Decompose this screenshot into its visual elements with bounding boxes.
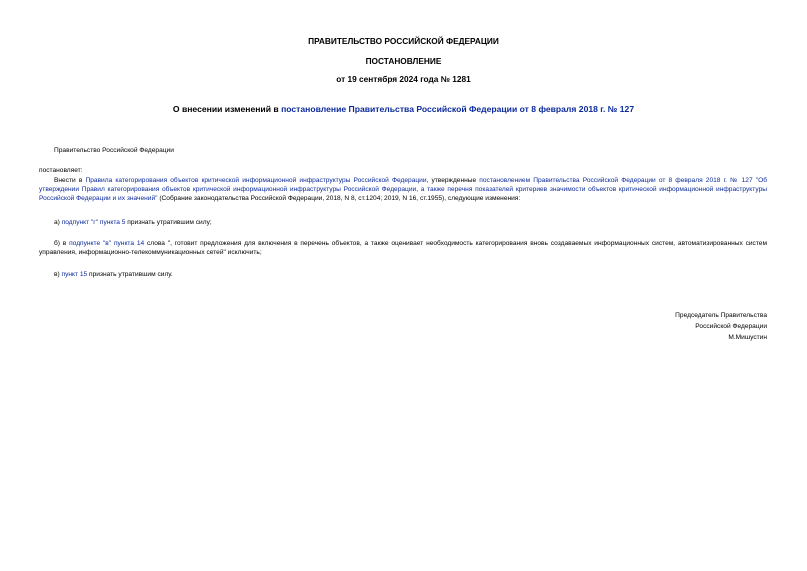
item-c-link[interactable]: пункт 15: [61, 271, 88, 278]
item-a: [54, 218, 212, 227]
signature-block: [675, 310, 767, 343]
item-b-link[interactable]: подпункте "в" пункта 14: [69, 240, 145, 247]
item-b-suffix: слова ", готовит предложения для включения в перечень объектов, а также оценивает необходимость категорирования вновь создаваемых информационных систем, автоматизированных систем управления, информационно-телекоммуникационных сетей" исключить;: [39, 240, 767, 256]
item-c-prefix: в): [54, 271, 62, 278]
government-heading: ПРАВИТЕЛЬСТВО РОССИЙСКОЙ ФЕДЕРАЦИИ: [308, 36, 499, 46]
main-text-2: , утвержденные: [426, 177, 480, 184]
signature-name: М.Мишустин: [728, 334, 767, 341]
title-prefix: О внесении изменений в: [172, 104, 282, 114]
document-date-number: от 19 сентября 2024 года № 1281: [336, 74, 471, 84]
issuer-text: Правительство Российской Федерации: [54, 147, 174, 154]
item-b: [39, 239, 767, 257]
item-c-suffix: признать утратившим силу.: [87, 271, 173, 278]
signature-org: Российской Федерации: [695, 323, 767, 330]
resolves-text: постановляет:: [39, 167, 83, 174]
main-text-3: (Собрание законодательства Российской Федерации, 2018, N 8, ст.1204; 2019, N 16, ст.1955), следующие изменения:: [157, 195, 521, 202]
title-link[interactable]: постановление Правительства Российской Федерации от 8 февраля 2018 г. № 127: [281, 104, 635, 114]
document-title: [0, 104, 807, 115]
rules-link[interactable]: Правила категорирования объектов критической информационной инфраструктуры Российской Федерации: [85, 177, 427, 184]
signature-position: Председатель Правительства: [675, 312, 767, 319]
document-type: ПОСТАНОВЛЕНИЕ: [365, 56, 442, 66]
main-paragraph: [39, 176, 767, 203]
item-b-prefix: б) в: [54, 240, 70, 247]
item-a-suffix: признать утратившим силу;: [125, 219, 212, 226]
item-c: [54, 270, 173, 279]
item-a-link[interactable]: подпункт "г" пункта 5: [61, 219, 126, 226]
item-a-prefix: а): [54, 219, 62, 226]
decree-link[interactable]: постановлением Правительства Российской Федерации от 8 февраля 2018 г. № 127 "Об утверждении Правил категорирования объектов критической информационной инфраструктуры Российской Федерации, а также перечня показателей критериев значимости объектов критической информационной инфраструктуры Российской Федерации и их значений": [39, 177, 767, 202]
main-text-1: Внести в: [54, 177, 86, 184]
